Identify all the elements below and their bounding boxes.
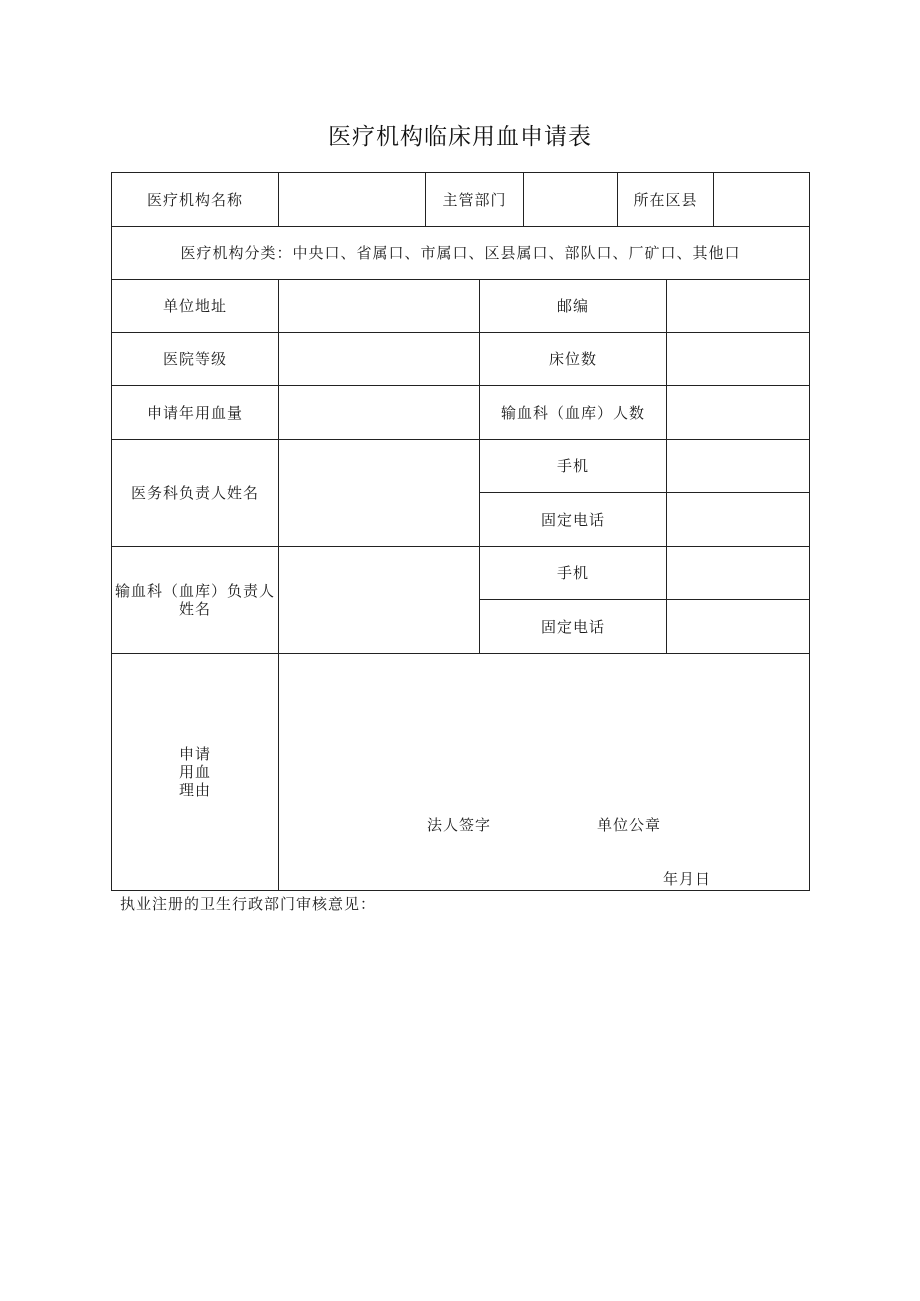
field-authority[interactable] xyxy=(524,173,618,227)
field-landline-1[interactable] xyxy=(667,493,810,547)
reason-line-1: 申请 xyxy=(178,745,211,763)
unit-seal-label: 单位公章 xyxy=(597,816,662,834)
field-landline-2[interactable] xyxy=(667,600,810,654)
row-annual-blood xyxy=(112,386,810,440)
label-beds: 床位数 xyxy=(480,333,667,386)
label-address: 单位地址 xyxy=(112,280,279,333)
row-classification xyxy=(112,227,810,280)
field-reason[interactable] xyxy=(279,654,810,891)
row-medical-affairs-mobile xyxy=(112,440,810,493)
reason-line-3: 理由 xyxy=(178,781,211,799)
field-address[interactable] xyxy=(279,280,480,333)
label-medical-affairs-head: 医务科负责人姓名 xyxy=(112,440,279,547)
label-district: 所在区县 xyxy=(618,173,714,227)
label-mobile-2: 手机 xyxy=(480,547,667,600)
row-transfusion-mobile xyxy=(112,547,810,600)
field-transfusion-staff[interactable] xyxy=(667,386,810,440)
label-landline-2: 固定电话 xyxy=(480,600,667,654)
legal-signature-label: 法人签字 xyxy=(427,816,492,834)
label-landline-1: 固定电话 xyxy=(480,493,667,547)
page-title: 医疗机构临床用血申请表 xyxy=(328,124,592,150)
reason-line-2: 用血 xyxy=(178,763,211,781)
field-transfusion-head[interactable] xyxy=(279,547,480,654)
row-hospital-level xyxy=(112,333,810,386)
label-annual-blood: 申请年用血量 xyxy=(112,386,279,440)
label-authority: 主管部门 xyxy=(426,173,524,227)
label-institution-name: 医疗机构名称 xyxy=(112,173,279,227)
field-beds[interactable] xyxy=(667,333,810,386)
label-postcode: 邮编 xyxy=(480,280,667,333)
field-medical-affairs-head[interactable] xyxy=(279,440,480,547)
row-reason xyxy=(112,654,810,891)
field-hospital-level[interactable] xyxy=(279,333,480,386)
field-institution-name[interactable] xyxy=(279,173,426,227)
label-mobile-1: 手机 xyxy=(480,440,667,493)
label-transfusion-head: 输血科（血库）负责人姓名 xyxy=(112,547,279,654)
field-annual-blood[interactable] xyxy=(279,386,480,440)
review-opinion-label: 执业注册的卫生行政部门审核意见： xyxy=(120,895,377,913)
field-mobile-1[interactable] xyxy=(667,440,810,493)
date-label: 年月日 xyxy=(663,870,712,888)
row-institution xyxy=(112,173,810,227)
field-mobile-2[interactable] xyxy=(667,547,810,600)
row-address xyxy=(112,280,810,333)
label-hospital-level: 医院等级 xyxy=(112,333,279,386)
classification-options: 医疗机构分类：中央口、省属口、市属口、区县属口、部队口、厂矿口、其他口 xyxy=(112,227,810,280)
field-postcode[interactable] xyxy=(667,280,810,333)
label-reason xyxy=(112,654,279,891)
label-transfusion-staff: 输血科（血库）人数 xyxy=(480,386,667,440)
application-form-table xyxy=(111,172,810,891)
field-district[interactable] xyxy=(714,173,810,227)
